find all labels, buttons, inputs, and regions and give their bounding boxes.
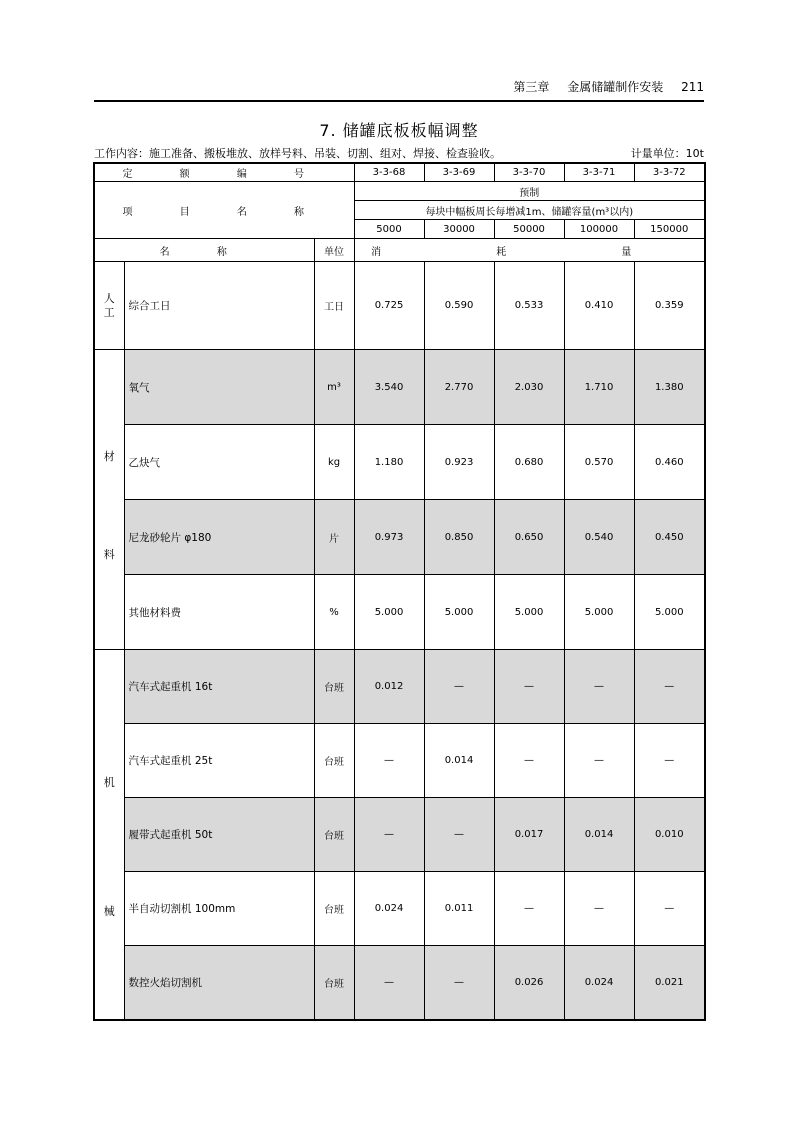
item-name: 半自动切割机 100mm — [124, 872, 314, 946]
column-header-row — [94, 239, 705, 262]
value-cell: 0.533 — [494, 262, 564, 350]
value-cell: 0.017 — [494, 798, 564, 872]
code-cell: 3-3-70 — [494, 163, 564, 182]
value-cell: 0.450 — [634, 500, 705, 575]
category-material — [94, 350, 124, 650]
code-cell: 3-3-72 — [634, 163, 705, 182]
item-name: 履带式起重机 50t — [124, 798, 314, 872]
value-cell: — — [494, 724, 564, 798]
value-cell: 0.973 — [354, 500, 424, 575]
table-row — [94, 724, 705, 798]
code-cell: 3-3-68 — [354, 163, 424, 182]
item-name: 汽车式起重机 25t — [124, 724, 314, 798]
value-cell: 0.460 — [634, 425, 705, 500]
consumption-header: 消 耗 量 — [354, 239, 705, 262]
capacity-cell: 50000 — [494, 220, 564, 239]
value-cell: 0.850 — [424, 500, 494, 575]
category-char: 人 — [103, 292, 115, 306]
value-cell: — — [494, 872, 564, 946]
quota-table — [93, 162, 706, 1021]
table-row — [94, 798, 705, 872]
item-unit: 工日 — [314, 262, 354, 350]
table-row — [94, 425, 705, 500]
page-header — [94, 78, 704, 95]
page-title: 7. 储罐底板板幅调整 — [319, 121, 479, 140]
value-cell: 0.359 — [634, 262, 705, 350]
table-row — [94, 575, 705, 650]
value-cell: 0.680 — [494, 425, 564, 500]
category-labor — [94, 262, 124, 350]
capacity-cell: 5000 — [354, 220, 424, 239]
value-cell: 1.710 — [564, 350, 634, 425]
value-cell: — — [424, 798, 494, 872]
value-cell: 0.024 — [564, 946, 634, 1021]
item-unit: 台班 — [314, 724, 354, 798]
value-cell: 2.030 — [494, 350, 564, 425]
value-cell: 0.540 — [564, 500, 634, 575]
value-cell: 0.923 — [424, 425, 494, 500]
value-cell: 2.770 — [424, 350, 494, 425]
value-cell: 0.021 — [634, 946, 705, 1021]
item-name: 氧气 — [124, 350, 314, 425]
code-row — [94, 163, 705, 182]
value-cell: 0.011 — [424, 872, 494, 946]
item-unit: kg — [314, 425, 354, 500]
chapter-label: 第三章 — [513, 80, 550, 94]
value-cell: 5.000 — [424, 575, 494, 650]
value-cell: 5.000 — [564, 575, 634, 650]
measurement-unit: 计量单位：10t — [630, 147, 704, 160]
value-cell: 0.014 — [424, 724, 494, 798]
value-cell: — — [634, 650, 705, 724]
header-rule — [94, 100, 704, 102]
value-cell: 1.380 — [634, 350, 705, 425]
category-machinery — [94, 650, 124, 1021]
value-cell: — — [424, 946, 494, 1021]
value-cell: 5.000 — [494, 575, 564, 650]
work-content: 工作内容：施工准备、搬板堆放、放样号料、吊装、切割、组对、焊接、检查验收。 — [94, 147, 501, 160]
value-cell: 5.000 — [354, 575, 424, 650]
item-unit: 片 — [314, 500, 354, 575]
value-cell: — — [494, 650, 564, 724]
page-number: 211 — [681, 80, 704, 94]
code-cell: 3-3-69 — [424, 163, 494, 182]
value-cell: — — [354, 724, 424, 798]
item-name: 乙炔气 — [124, 425, 314, 500]
category-char: 工 — [103, 305, 115, 319]
item-unit: 台班 — [314, 946, 354, 1021]
value-cell: — — [564, 724, 634, 798]
value-cell: — — [354, 946, 424, 1021]
item-name: 综合工日 — [124, 262, 314, 350]
value-cell: 0.014 — [564, 798, 634, 872]
name-header: 名 称 — [94, 239, 314, 262]
value-cell: 0.010 — [634, 798, 705, 872]
item-unit: 台班 — [314, 798, 354, 872]
capacity-cell: 30000 — [424, 220, 494, 239]
value-cell: 0.570 — [564, 425, 634, 500]
value-cell: — — [634, 872, 705, 946]
capacity-cell: 100000 — [564, 220, 634, 239]
item-unit: m³ — [314, 350, 354, 425]
category-char: 料 — [103, 548, 115, 561]
item-name: 其他材料费 — [124, 575, 314, 650]
table-row — [94, 500, 705, 575]
code-cell: 3-3-71 — [564, 163, 634, 182]
item-unit: % — [314, 575, 354, 650]
table-row — [94, 262, 705, 350]
item-name: 尼龙砂轮片 φ180 — [124, 500, 314, 575]
capacity-cell: 150000 — [634, 220, 705, 239]
value-cell: — — [564, 872, 634, 946]
desc-label: 每块中幅板周长每增减1m、储罐容量(m³以内) — [354, 201, 705, 220]
item-unit: 台班 — [314, 650, 354, 724]
prefab-label: 预制 — [354, 182, 705, 201]
value-cell: 0.725 — [354, 262, 424, 350]
table-row — [94, 946, 705, 1021]
item-label: 项 目 名 称 — [94, 182, 354, 239]
value-cell: — — [424, 650, 494, 724]
item-name: 数控火焰切割机 — [124, 946, 314, 1021]
prefab-row — [94, 182, 705, 201]
value-cell: — — [564, 650, 634, 724]
value-cell: 0.026 — [494, 946, 564, 1021]
category-char: 机 — [103, 776, 115, 789]
item-unit: 台班 — [314, 872, 354, 946]
value-cell: 0.410 — [564, 262, 634, 350]
value-cell: — — [354, 798, 424, 872]
value-cell: — — [634, 724, 705, 798]
category-char: 材 — [103, 450, 115, 463]
category-char: 械 — [103, 905, 115, 918]
value-cell: 1.180 — [354, 425, 424, 500]
value-cell: 5.000 — [634, 575, 705, 650]
value-cell: 0.590 — [424, 262, 494, 350]
unit-header: 单位 — [314, 239, 354, 262]
value-cell: 0.024 — [354, 872, 424, 946]
table-row — [94, 350, 705, 425]
item-name: 汽车式起重机 16t — [124, 650, 314, 724]
value-cell: 0.012 — [354, 650, 424, 724]
code-label: 定 额 编 号 — [94, 163, 354, 182]
section-label: 金属储罐制作安装 — [567, 80, 664, 94]
value-cell: 0.650 — [494, 500, 564, 575]
table-row — [94, 650, 705, 724]
value-cell: 3.540 — [354, 350, 424, 425]
table-row — [94, 872, 705, 946]
